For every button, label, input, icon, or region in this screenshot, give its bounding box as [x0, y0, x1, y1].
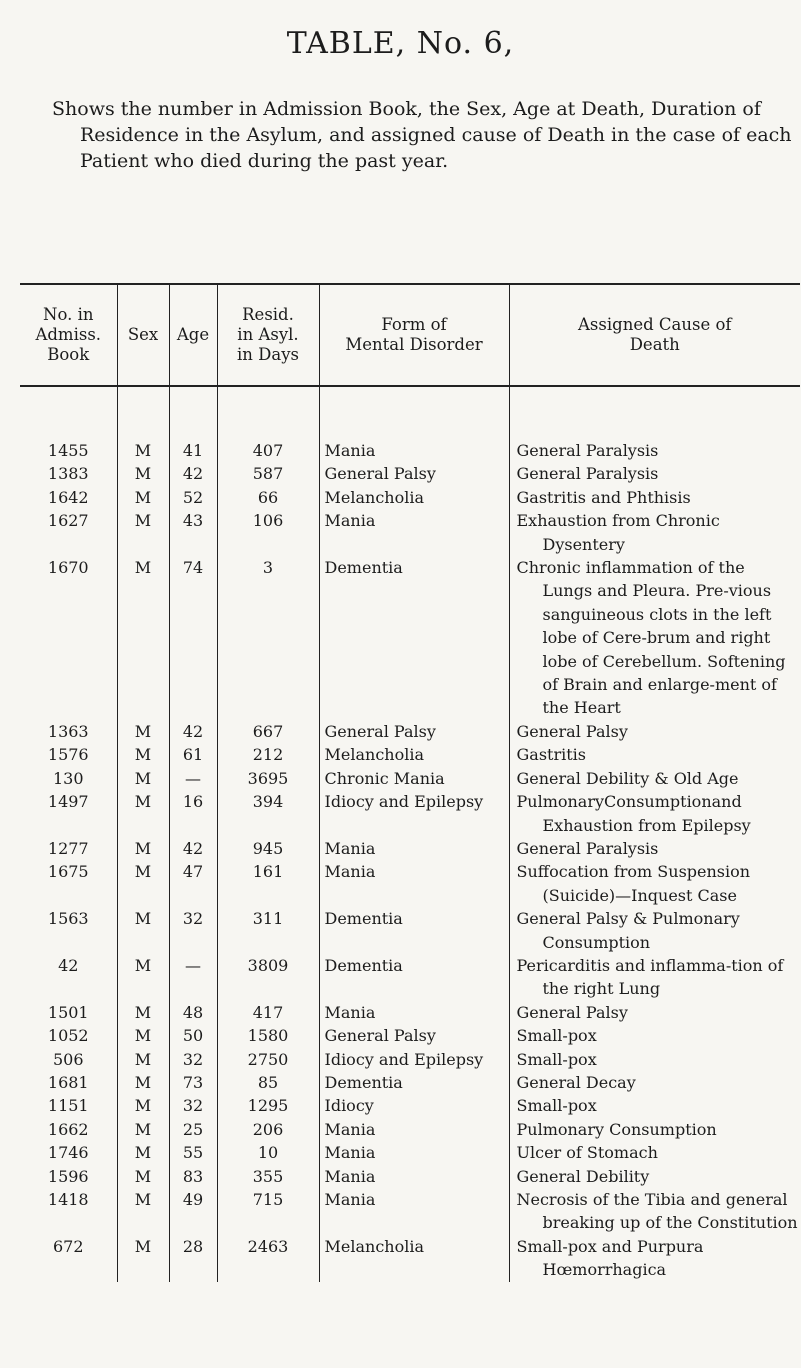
age-cell: 25: [169, 1118, 217, 1141]
table-row: [20, 837, 800, 860]
admission-no-cell: 1277: [47, 838, 89, 858]
age-cell: 55: [169, 1141, 217, 1164]
residence-days-cell: 85: [217, 1071, 319, 1094]
table-row: [20, 860, 800, 907]
table-row: [20, 743, 800, 766]
mental-disorder-cell: Mania: [319, 439, 509, 462]
cause-of-death-cell: Small-pox: [509, 1094, 800, 1117]
table-row: [20, 1071, 800, 1094]
table-row: [20, 767, 800, 790]
table-row: [20, 1188, 800, 1235]
cause-of-death-cell: General Palsy: [509, 1001, 800, 1024]
mental-disorder-cell: Mania: [319, 1188, 509, 1235]
cause-of-death-cell: Gastritis: [509, 743, 800, 766]
admission-no-cell: 672: [52, 1236, 84, 1256]
mental-disorder-cell: Mania: [319, 1141, 509, 1164]
admission-no-cell: 1681: [47, 1072, 89, 1092]
sex-cell: M: [117, 837, 169, 860]
admission-no-cell: 1501: [47, 1002, 89, 1022]
cause-of-death-cell: Ulcer of Stomach: [509, 1141, 800, 1164]
age-cell: 47: [169, 860, 217, 907]
mental-disorder-cell: Mania: [319, 1001, 509, 1024]
residence-days-cell: 161: [217, 860, 319, 907]
admission-no-cell: 1642: [47, 487, 89, 507]
intro-paragraph: [52, 96, 792, 174]
intro-line: Residence in the Asylum, and assigned cause of Death in the case of each: [80, 124, 792, 146]
age-cell: 43: [169, 509, 217, 556]
cause-of-death-cell: Small-pox and Purpura Hœmorrhagica: [509, 1235, 800, 1282]
table-row: [20, 1165, 800, 1188]
cause-of-death-cell: Necrosis of the Tibia and general breaking up of the Constitution: [509, 1188, 800, 1235]
deaths-table: [20, 283, 800, 1282]
residence-days-cell: 212: [217, 743, 319, 766]
age-cell: 73: [169, 1071, 217, 1094]
cause-of-death-cell: General Debility & Old Age: [509, 767, 800, 790]
admission-no-cell: 506: [52, 1049, 84, 1069]
age-cell: 16: [169, 790, 217, 837]
mental-disorder-cell: Mania: [319, 860, 509, 907]
residence-days-cell: 715: [217, 1188, 319, 1235]
mental-disorder-cell: Idiocy: [319, 1094, 509, 1117]
sex-cell: M: [117, 1048, 169, 1071]
table-row: [20, 556, 800, 720]
residence-days-cell: 417: [217, 1001, 319, 1024]
admission-no-cell: 1627: [47, 511, 89, 531]
cause-of-death-cell: General Paralysis: [509, 439, 800, 462]
cause-of-death-cell: PulmonaryConsumptionand Exhaustion from Epilepsy: [509, 790, 800, 837]
age-cell: 32: [169, 1048, 217, 1071]
table-row: [20, 907, 800, 954]
mental-disorder-cell: General Palsy: [319, 1024, 509, 1047]
sex-cell: M: [117, 1235, 169, 1282]
cause-of-death-cell: General Debility: [509, 1165, 800, 1188]
mental-disorder-cell: Chronic Mania: [319, 767, 509, 790]
mental-disorder-cell: Dementia: [319, 954, 509, 1001]
sex-cell: M: [117, 767, 169, 790]
admission-no-cell: 1455: [47, 441, 89, 460]
table-row: [20, 790, 800, 837]
residence-days-cell: 355: [217, 1165, 319, 1188]
cause-of-death-cell: Gastritis and Phthisis: [509, 486, 800, 509]
admission-no-cell: 1662: [47, 1119, 89, 1139]
sex-cell: M: [117, 860, 169, 907]
cause-of-death-cell: Pulmonary Consumption: [509, 1118, 800, 1141]
cause-of-death-cell: Small-pox: [509, 1024, 800, 1047]
admission-no-cell: 1418: [47, 1190, 89, 1209]
sex-cell: M: [117, 1165, 169, 1188]
age-cell: 74: [169, 556, 217, 720]
sex-cell: M: [117, 509, 169, 556]
cause-of-death-cell: General Palsy & Pulmonary Consumption: [509, 907, 800, 954]
admission-no-cell: 1363: [47, 721, 89, 741]
residence-days-cell: 587: [217, 462, 319, 485]
table-row: [20, 1118, 800, 1141]
age-cell: —: [169, 767, 217, 790]
sex-cell: M: [117, 556, 169, 720]
residence-days-cell: 394: [217, 790, 319, 837]
mental-disorder-cell: Dementia: [319, 1071, 509, 1094]
sex-cell: M: [117, 1094, 169, 1117]
table-row: [20, 720, 800, 743]
age-cell: 50: [169, 1024, 217, 1047]
table-row: [20, 1001, 800, 1024]
intro-line: Patient who died during the past year.: [80, 150, 449, 172]
sex-cell: M: [117, 486, 169, 509]
cause-of-death-cell: Small-pox: [509, 1048, 800, 1071]
cause-of-death-cell: General Decay: [509, 1071, 800, 1094]
cause-of-death-cell: General Paralysis: [509, 837, 800, 860]
admission-no-cell: 1746: [47, 1143, 89, 1163]
page-title: TABLE, No. 6,: [286, 26, 515, 61]
admission-no-cell: 1670: [47, 558, 89, 578]
sex-cell: M: [117, 1024, 169, 1047]
age-cell: 42: [169, 462, 217, 485]
admission-no-cell: 1563: [47, 909, 89, 929]
residence-days-cell: 2463: [217, 1235, 319, 1282]
mental-disorder-cell: Mania: [319, 837, 509, 860]
admission-no-cell: 1596: [47, 1166, 89, 1186]
residence-days-cell: 66: [217, 486, 319, 509]
age-cell: 42: [169, 720, 217, 743]
cause-of-death-cell: General Paralysis: [509, 462, 800, 485]
header-cause-of-death: Assigned Cause of Death: [509, 284, 800, 386]
residence-days-cell: 10: [217, 1141, 319, 1164]
sex-cell: M: [117, 743, 169, 766]
age-cell: 48: [169, 1001, 217, 1024]
sex-cell: M: [117, 439, 169, 462]
mental-disorder-cell: Melancholia: [319, 486, 509, 509]
mental-disorder-cell: General Palsy: [319, 720, 509, 743]
header-spacer-row: [20, 386, 800, 439]
residence-days-cell: 3: [217, 556, 319, 720]
table-row: [20, 439, 800, 462]
table-row: [20, 486, 800, 509]
sex-cell: M: [117, 462, 169, 485]
age-cell: 28: [169, 1235, 217, 1282]
cause-of-death-cell: Pericarditis and inflamma-tion of the right Lung: [509, 954, 800, 1001]
residence-days-cell: 106: [217, 509, 319, 556]
header-age: Age: [169, 284, 217, 386]
mental-disorder-cell: Mania: [319, 1118, 509, 1141]
table-row: [20, 1235, 800, 1282]
mental-disorder-cell: General Palsy: [319, 462, 509, 485]
age-cell: 32: [169, 1094, 217, 1117]
table-row: [20, 1141, 800, 1164]
mental-disorder-cell: Dementia: [319, 907, 509, 954]
cause-of-death-cell: Suffocation from Suspension (Suicide)—Inquest Case: [509, 860, 800, 907]
table-row: [20, 1024, 800, 1047]
admission-no-cell: 130: [52, 768, 84, 788]
admission-no-cell: 1675: [47, 862, 89, 882]
residence-days-cell: 2750: [217, 1048, 319, 1071]
table-row: [20, 1048, 800, 1071]
age-cell: —: [169, 954, 217, 1001]
sex-cell: M: [117, 907, 169, 954]
cause-of-death-cell: Chronic inflammation of the Lungs and Pleura. Pre-vious sanguineous clots in the left lobe of Cere-brum and right lobe of Cerebellum. Softening of Brain and enlarge-ment of the Heart: [509, 556, 800, 720]
residence-days-cell: 206: [217, 1118, 319, 1141]
residence-days-cell: 311: [217, 907, 319, 954]
table-row: [20, 954, 800, 1001]
mental-disorder-cell: Idiocy and Epilepsy: [319, 1048, 509, 1071]
header-row: [20, 284, 800, 386]
age-cell: 32: [169, 907, 217, 954]
residence-days-cell: 1295: [217, 1094, 319, 1117]
admission-no-cell: 1497: [47, 792, 89, 812]
mental-disorder-cell: Idiocy and Epilepsy: [319, 790, 509, 837]
age-cell: 42: [169, 837, 217, 860]
residence-days-cell: 945: [217, 837, 319, 860]
age-cell: 83: [169, 1165, 217, 1188]
sex-cell: M: [117, 1188, 169, 1235]
sex-cell: M: [117, 790, 169, 837]
residence-days-cell: 1580: [217, 1024, 319, 1047]
cause-of-death-cell: General Palsy: [509, 720, 800, 743]
header-admission-no: No. in Admiss. Book: [20, 284, 117, 386]
sex-cell: M: [117, 1071, 169, 1094]
sex-cell: M: [117, 1001, 169, 1024]
residence-days-cell: 407: [217, 439, 319, 462]
header-residence-days: Resid. in Asyl. in Days: [217, 284, 319, 386]
mental-disorder-cell: Mania: [319, 509, 509, 556]
age-cell: 61: [169, 743, 217, 766]
sex-cell: M: [117, 954, 169, 1001]
age-cell: 52: [169, 486, 217, 509]
sex-cell: M: [117, 1118, 169, 1141]
intro-line: Shows the number in Admission Book, the Sex, Age at Death, Duration of: [52, 98, 761, 120]
table-row: [20, 1094, 800, 1117]
mental-disorder-cell: Dementia: [319, 556, 509, 720]
residence-days-cell: 667: [217, 720, 319, 743]
mental-disorder-cell: Melancholia: [319, 743, 509, 766]
cause-of-death-cell: Exhaustion from Chronic Dysentery: [509, 509, 800, 556]
residence-days-cell: 3695: [217, 767, 319, 790]
admission-no-cell: 1151: [47, 1096, 89, 1116]
admission-no-cell: 42: [58, 955, 79, 975]
age-cell: 41: [169, 439, 217, 462]
mental-disorder-cell: Mania: [319, 1165, 509, 1188]
admission-no-cell: 1383: [47, 464, 89, 484]
mental-disorder-cell: Melancholia: [319, 1235, 509, 1282]
residence-days-cell: 3809: [217, 954, 319, 1001]
admission-no-cell: 1576: [47, 745, 89, 765]
table-row: [20, 509, 800, 556]
admission-no-cell: 1052: [47, 1026, 89, 1046]
header-sex: Sex: [117, 284, 169, 386]
table-row: [20, 462, 800, 485]
sex-cell: M: [117, 1141, 169, 1164]
header-mental-disorder: Form of Mental Disorder: [319, 284, 509, 386]
age-cell: 49: [169, 1188, 217, 1235]
sex-cell: M: [117, 720, 169, 743]
